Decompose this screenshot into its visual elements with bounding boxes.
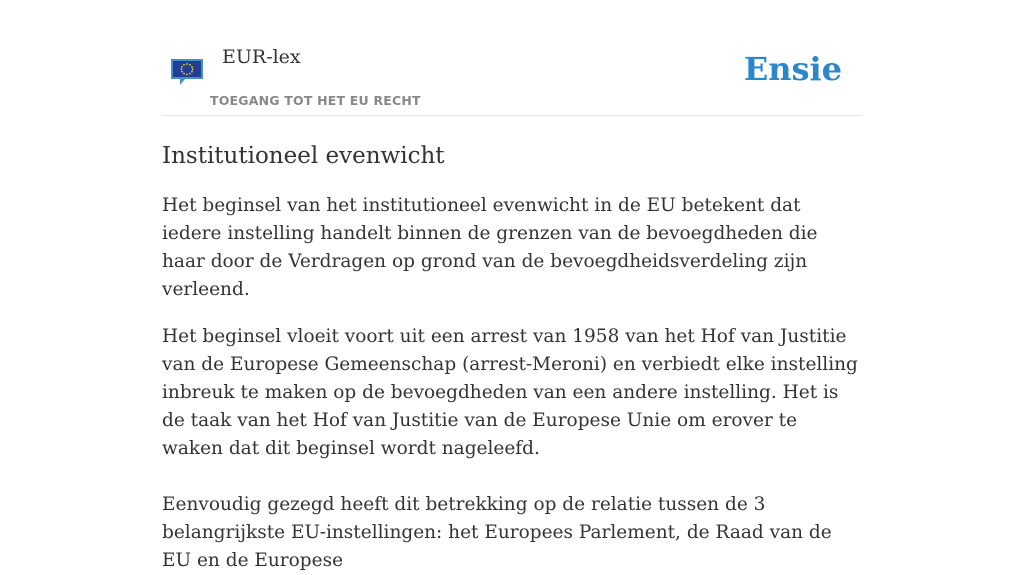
article-paragraph: Het beginsel vloeit voort uit een arrest van 1958 van het Hof van Justitie van de Europese Gemeenschap (arrest-Meroni) en verbiedt elke instelling inbreuk te maken op de bevoegdheden van een andere instelling. Het is de taak van het Hof van Justitie van de Europese Unie om erover te waken dat dit beginsel wordt nageleefd. [162,326,858,459]
article-paragraph: Het beginsel van het institutioneel evenwicht in de EU betekent dat iedere instelling handelt binnen de grenzen van de bevoegdheden die haar door de Verdragen op grond van de bevoegdheidsverdeling zijn verleend. [162,195,818,300]
content-column [162,0,862,575]
brand-logo-link[interactable]: Ensie [743,50,842,88]
eu-flag-speech-bubble-icon [169,56,205,88]
header [162,0,862,116]
source-name: EUR-lex [222,46,301,68]
source-tagline: TOEGANG TOT HET EU RECHT [210,93,421,108]
page-title: Institutioneel evenwicht [162,143,445,169]
article-paragraph: Eenvoudig gezegd heeft dit betrekking op de relatie tussen de 3 belangrijkste EU-instellingen: het Europees Parlement, de Raad van de EU en de Europese [162,494,832,571]
